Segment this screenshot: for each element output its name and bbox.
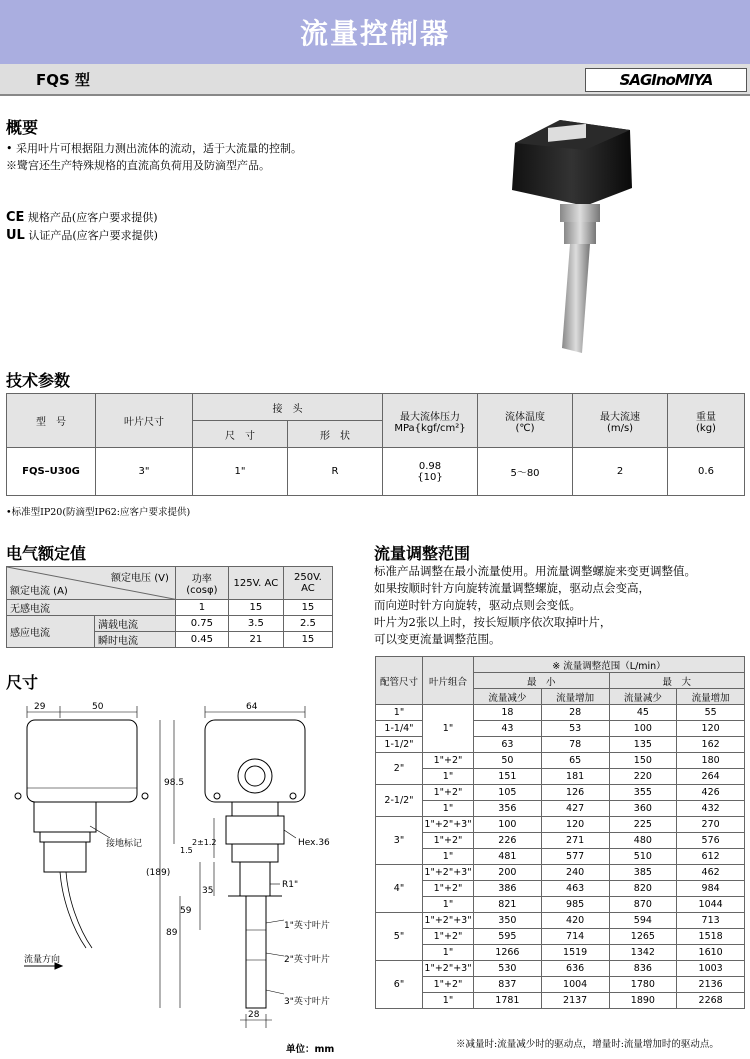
flow-value: 420 — [541, 913, 609, 929]
flow-value: 100 — [609, 721, 677, 737]
elec-h-current: 额定电流 (A) — [10, 586, 68, 597]
flow-value: 870 — [609, 897, 677, 913]
flow-value: 713 — [677, 913, 745, 929]
flow-h-dec: 流量减少 — [474, 689, 542, 705]
flow-value: 820 — [609, 881, 677, 897]
dim-2-1: 2±1.2 — [192, 838, 217, 847]
elec-pf: 1 — [175, 600, 228, 616]
specs-heading: 技术参数 — [6, 371, 71, 390]
flow-value: 1004 — [541, 977, 609, 993]
flow-combo: 1"+2" — [423, 977, 474, 993]
flow-direction-label: 流量方向 — [24, 955, 61, 965]
flow-h-combo: 叶片组合 — [423, 657, 474, 705]
flow-pipe: 2-1/2" — [376, 785, 423, 817]
ul-row — [6, 227, 158, 244]
flow-value: 837 — [474, 977, 542, 993]
flow-combo: 1"+2" — [423, 833, 474, 849]
flow-value: 510 — [609, 849, 677, 865]
flow-value: 78 — [541, 737, 609, 753]
ul-mark: UL — [6, 228, 25, 243]
elec-h-250: 250V. AC — [283, 567, 332, 600]
spec-blade: 3" — [96, 448, 193, 496]
flow-value: 427 — [541, 801, 609, 817]
flow-value: 985 — [541, 897, 609, 913]
flow-pipe: 6" — [376, 961, 423, 1009]
flow-value: 1518 — [677, 929, 745, 945]
table-row — [376, 945, 745, 961]
flow-combo: 1"+2" — [423, 753, 474, 769]
specs-note: •标准型IP20(防滴型IP62:应客户要求提供) — [6, 507, 191, 518]
table-row — [376, 929, 745, 945]
spec-h-form: 形 状 — [288, 421, 383, 448]
spec-h-temp: 流体温度 (℃) — [478, 394, 573, 448]
brand-logo: SAGInoMIYA — [585, 68, 747, 92]
flow-combo: 1"+2"+3" — [423, 961, 474, 977]
flow-value: 577 — [541, 849, 609, 865]
ul-text: 认证产品(应客户要求提供) — [28, 229, 158, 242]
table-row — [7, 448, 745, 496]
flow-footnote: ※减量时:流量减少时的驱动点，增量时:流量增加时的驱动点。 — [456, 1039, 719, 1050]
flow-description: 标准产品调整在最小流量使用。用流量调整螺旋来变更调整值。 如果按顺时针方向旋转流量调整螺旋，驱动点会变高， 而向逆时针方向旋转，驱动点则会变低。 叶片为2张以上时，按长短顺序依次取掉叶片， 可以变更流量调整范围。 — [374, 564, 696, 646]
table-row — [376, 881, 745, 897]
unit-label: 单位：mm — [286, 1044, 335, 1055]
overview-line-1: • 采用叶片可根据阻力测出流体的流动，适于大流量的控制。 — [6, 142, 302, 155]
flow-value: 270 — [677, 817, 745, 833]
flow-value: 264 — [677, 769, 745, 785]
flow-h-pipe: 配管尺寸 — [376, 657, 423, 705]
flow-value: 385 — [609, 865, 677, 881]
flow-value: 225 — [609, 817, 677, 833]
flow-value: 120 — [677, 721, 745, 737]
table-row — [376, 865, 745, 881]
model-label: FQS 型 — [36, 71, 91, 89]
flow-value: 836 — [609, 961, 677, 977]
flow-combo: 1"+2"+3" — [423, 913, 474, 929]
dim-89: 89 — [166, 928, 178, 938]
overview-line-2: ※鹭宫还生产特殊规格的直流高负荷用及防滴型产品。 — [6, 159, 270, 172]
spec-h-pressure: 最大流体压力 MPa{kgf/cm²} — [383, 394, 478, 448]
elec-v250: 15 — [283, 632, 332, 648]
table-row — [376, 817, 745, 833]
elec-pf: 0.75 — [175, 616, 228, 632]
elec-h-pf: 功率 (cosφ) — [175, 567, 228, 600]
overview-heading: 概要 — [6, 118, 39, 137]
dim-35: 35 — [202, 886, 214, 896]
flow-value: 1265 — [609, 929, 677, 945]
flow-pipe: 1" — [376, 705, 423, 721]
elec-pf: 0.45 — [175, 632, 228, 648]
flow-value: 1519 — [541, 945, 609, 961]
elec-v125: 3.5 — [228, 616, 283, 632]
flow-value: 55 — [677, 705, 745, 721]
flow-value: 126 — [541, 785, 609, 801]
blade-2-label: 2"英寸叶片 — [284, 955, 330, 965]
dim-29: 29 — [34, 702, 46, 712]
flow-value: 426 — [677, 785, 745, 801]
table-row — [376, 961, 745, 977]
flow-value: 714 — [541, 929, 609, 945]
flow-value: 50 — [474, 753, 542, 769]
dim-98-5: 98.5 — [164, 778, 185, 788]
flow-combo: 1" — [423, 705, 474, 753]
spec-h-size: 尺 寸 — [193, 421, 288, 448]
elec-corner-cell — [7, 567, 176, 600]
flow-value: 360 — [609, 801, 677, 817]
flow-value: 63 — [474, 737, 542, 753]
flow-combo: 1" — [423, 945, 474, 961]
flow-value: 1610 — [677, 945, 745, 961]
flow-value: 271 — [541, 833, 609, 849]
flow-value: 120 — [541, 817, 609, 833]
flow-value: 1780 — [609, 977, 677, 993]
flow-h-max: 最 大 — [609, 673, 745, 689]
flow-value: 1890 — [609, 993, 677, 1009]
table-row — [376, 705, 745, 721]
flow-value: 181 — [541, 769, 609, 785]
flow-value: 53 — [541, 721, 609, 737]
flow-pipe: 5" — [376, 913, 423, 961]
product-photo — [490, 108, 670, 368]
table-row — [376, 785, 745, 801]
flow-pipe: 1-1/2" — [376, 737, 423, 753]
flow-value: 226 — [474, 833, 542, 849]
blade-1-label: 1"英寸叶片 — [284, 921, 330, 931]
flow-value: 151 — [474, 769, 542, 785]
flow-value: 2136 — [677, 977, 745, 993]
spec-h-blade: 叶片尺寸 — [96, 394, 193, 448]
flow-value: 220 — [609, 769, 677, 785]
blade-3-label: 3"英寸叶片 — [284, 997, 330, 1007]
flow-value: 636 — [541, 961, 609, 977]
elec-h-voltage: 额定电压 (V) — [111, 573, 169, 584]
flow-value: 135 — [609, 737, 677, 753]
table-row — [376, 801, 745, 817]
spec-speed: 2 — [573, 448, 668, 496]
flow-value: 105 — [474, 785, 542, 801]
flow-value: 18 — [474, 705, 542, 721]
spec-h-model: 型 号 — [7, 394, 96, 448]
elec-label: 无感电流 — [7, 600, 176, 616]
flow-value: 576 — [677, 833, 745, 849]
table-row — [376, 833, 745, 849]
flow-value: 350 — [474, 913, 542, 929]
spec-form: R — [288, 448, 383, 496]
flow-value: 386 — [474, 881, 542, 897]
spec-model: FQS–U30G — [7, 448, 96, 496]
table-row — [376, 849, 745, 865]
flow-combo: 1"+2" — [423, 881, 474, 897]
dim-189: (189) — [146, 868, 171, 878]
table-row — [376, 753, 745, 769]
flow-value: 612 — [677, 849, 745, 865]
flow-combo: 1" — [423, 849, 474, 865]
electrical-table — [6, 566, 333, 648]
table-row — [376, 897, 745, 913]
flow-h-dec: 流量减少 — [609, 689, 677, 705]
flow-value: 162 — [677, 737, 745, 753]
spec-size: 1" — [193, 448, 288, 496]
flow-value: 150 — [609, 753, 677, 769]
title-banner — [0, 0, 750, 65]
flow-combo: 1" — [423, 897, 474, 913]
flow-value: 821 — [474, 897, 542, 913]
flow-combo: 1"+2" — [423, 929, 474, 945]
specs-table — [6, 393, 745, 496]
flow-value: 100 — [474, 817, 542, 833]
ce-text: 规格产品(应客户要求提供) — [27, 211, 158, 224]
flow-value: 356 — [474, 801, 542, 817]
flow-value: 1003 — [677, 961, 745, 977]
flow-pipe: 1-1/4" — [376, 721, 423, 737]
spec-h-speed: 最大流速 (m/s) — [573, 394, 668, 448]
table-row — [7, 600, 333, 616]
elec-h-125: 125V. AC — [228, 567, 283, 600]
spec-temp: 5～80 — [478, 448, 573, 496]
dim-1-5: 1.5 — [180, 846, 193, 855]
flow-combo: 1"+2"+3" — [423, 865, 474, 881]
flow-value: 595 — [474, 929, 542, 945]
ce-row — [6, 209, 158, 226]
flow-value: 530 — [474, 961, 542, 977]
elec-v250: 2.5 — [283, 616, 332, 632]
flow-value: 200 — [474, 865, 542, 881]
flow-value: 984 — [677, 881, 745, 897]
spec-weight: 0.6 — [668, 448, 745, 496]
flow-pipe: 4" — [376, 865, 423, 913]
flow-value: 240 — [541, 865, 609, 881]
elec-label: 感应电流 — [7, 616, 95, 648]
table-row — [376, 769, 745, 785]
flow-h-inc: 流量增加 — [677, 689, 745, 705]
dim-59: 59 — [180, 906, 192, 916]
flow-combo: 1" — [423, 769, 474, 785]
flow-value: 1342 — [609, 945, 677, 961]
elec-sub: 瞬时电流 — [95, 632, 176, 648]
flow-value: 1266 — [474, 945, 542, 961]
flow-value: 1044 — [677, 897, 745, 913]
elec-v250: 15 — [283, 600, 332, 616]
flow-value: 432 — [677, 801, 745, 817]
elec-v125: 21 — [228, 632, 283, 648]
flow-value: 480 — [609, 833, 677, 849]
flow-combo: 1"+2" — [423, 785, 474, 801]
flow-value: 1781 — [474, 993, 542, 1009]
electrical-heading: 电气额定值 — [6, 544, 87, 563]
spec-h-joint: 接 头 — [193, 394, 383, 421]
flow-value: 2268 — [677, 993, 745, 1009]
flow-value: 481 — [474, 849, 542, 865]
flow-value: 28 — [541, 705, 609, 721]
flow-combo: 1"+2"+3" — [423, 817, 474, 833]
flow-pipe: 2" — [376, 753, 423, 785]
flow-value: 2137 — [541, 993, 609, 1009]
table-row — [376, 993, 745, 1009]
flow-h-inc: 流量增加 — [541, 689, 609, 705]
dimensions-heading: 尺寸 — [6, 673, 39, 692]
flow-combo: 1" — [423, 801, 474, 817]
flow-combo: 1" — [423, 993, 474, 1009]
elec-sub: 满载电流 — [95, 616, 176, 632]
page-title: 流量控制器 — [299, 17, 450, 50]
flow-value: 462 — [677, 865, 745, 881]
dim-50: 50 — [92, 702, 104, 712]
spec-h-weight: 重量 (kg) — [668, 394, 745, 448]
dim-28: 28 — [248, 1010, 260, 1020]
flow-value: 43 — [474, 721, 542, 737]
dim-hex: Hex.36 — [298, 838, 330, 848]
flow-value: 594 — [609, 913, 677, 929]
flow-h-min: 最 小 — [474, 673, 610, 689]
spec-pressure: 0.98 {10} — [383, 448, 478, 496]
ground-mark-label: 接地标记 — [106, 839, 143, 849]
flow-table — [375, 656, 745, 1009]
elec-v125: 15 — [228, 600, 283, 616]
flow-value: 180 — [677, 753, 745, 769]
table-row — [376, 977, 745, 993]
dimension-drawing — [0, 698, 372, 1038]
flow-pipe: 3" — [376, 817, 423, 865]
ce-mark: CE — [6, 210, 25, 225]
flow-value: 463 — [541, 881, 609, 897]
flow-heading: 流量调整范围 — [374, 544, 471, 563]
flow-h-range: ※ 流量调整范围（L/min） — [474, 657, 745, 673]
dim-64: 64 — [246, 702, 258, 712]
flow-value: 355 — [609, 785, 677, 801]
dim-r1: R1" — [282, 880, 299, 890]
table-row — [7, 616, 333, 632]
table-row — [376, 913, 745, 929]
flow-value: 45 — [609, 705, 677, 721]
flow-value: 65 — [541, 753, 609, 769]
